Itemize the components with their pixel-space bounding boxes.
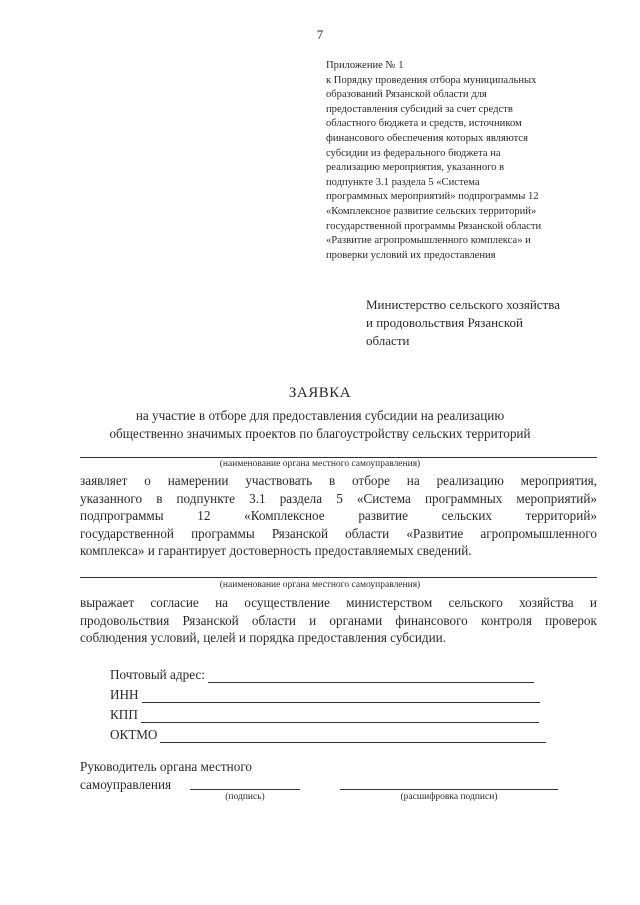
document-title: ЗАЯВКА [288, 385, 352, 401]
signature-caption: (подпись) [225, 792, 265, 802]
annex-line: предоставления субсидий за счет средств [326, 103, 513, 115]
inn-label: ИНН [110, 687, 139, 702]
kpp-label: КПП [110, 707, 138, 722]
postal-address-field[interactable] [208, 670, 534, 683]
oktmo-label: ОКТМО [110, 727, 158, 742]
signature-field[interactable] [190, 789, 300, 790]
paragraph-intent: заявляет о намерении участвовать в отборе на реализацию мероприятия, указанного в подпункте 3.1 раздела 5 «Система программных мероприятий» подпрограммы 12 «Комплексное развитие сельских территорий» государственной программы Рязанской области «Развитие агропромышленного комплекса» и гарантирует достоверность предоставляемых сведений. [80, 473, 597, 559]
annex-line: к Порядку проведения отбора муниципальных [326, 74, 537, 86]
addressee-line: Министерство сельского хозяйства [366, 297, 560, 312]
body-name-field[interactable] [80, 457, 597, 458]
kpp-field[interactable] [141, 710, 539, 723]
body-name-caption: (наименование органа местного самоуправления) [219, 459, 421, 469]
addressee-line: области [366, 333, 410, 348]
postal-address-row [110, 665, 534, 683]
annex-line: «Комплексное развитие сельских территорий» [326, 205, 537, 217]
document-subtitle [0, 407, 640, 443]
annex-line: программных мероприятий» подпрограммы 12 [326, 191, 539, 203]
oktmo-field[interactable] [160, 730, 546, 743]
inn-row [110, 685, 540, 703]
inn-field[interactable] [142, 690, 540, 703]
subtitle-line: на участие в отборе для предоставления субсидии на реализацию [135, 408, 505, 423]
consent-body-name-caption: (наименование органа местного самоуправления) [219, 580, 421, 590]
page-number: 7 [316, 27, 324, 42]
addressee [366, 296, 560, 350]
annex-line: финансового обеспечения которых являются [326, 132, 528, 144]
kpp-row [110, 705, 539, 723]
signature-decoding-caption: (расшифровка подписи) [400, 792, 498, 802]
annex-header [326, 59, 594, 263]
annex-line: подпункте 3.1 раздела 5 «Система [326, 176, 480, 188]
annex-line: государственной программы Рязанской области [326, 220, 542, 232]
consent-body-name-field[interactable] [80, 577, 597, 578]
oktmo-row [110, 725, 546, 743]
signature-label-line: самоуправления [80, 777, 172, 792]
signature-label-line: Руководитель органа местного [80, 759, 253, 774]
annex-line: субсидии из федерального бюджета на [326, 147, 501, 159]
signature-decoding-field[interactable] [340, 789, 558, 790]
annex-line: образований Рязанской области для [326, 89, 487, 101]
annex-line: проверки условий их предоставления [326, 249, 496, 261]
subtitle-line: общественно значимых проектов по благоустройству сельских территорий [109, 426, 531, 441]
annex-line: областного бюджета и средств, источником [326, 118, 522, 130]
annex-heading: Приложение № 1 [326, 60, 404, 71]
annex-line: реализацию мероприятия, указанного в [326, 162, 505, 174]
annex-line: «Развитие агропромышленного комплекса» и [326, 235, 531, 247]
paragraph-consent: выражает согласие на осуществление министерством сельского хозяйства и продовольствия Рязанской области и органами финансового контроля проверок соблюдения условий, целей и порядка предоставления субсидии. [80, 595, 597, 646]
postal-address-label: Почтовый адрес: [110, 667, 205, 682]
addressee-line: и продовольствия Рязанской [366, 315, 523, 330]
